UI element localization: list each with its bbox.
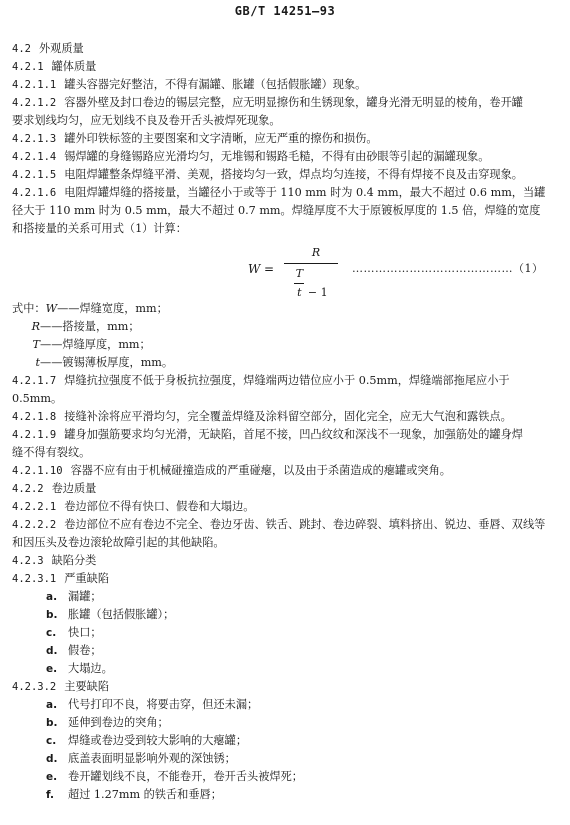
list-item: a. 代号打印不良，将要击穿，但还未漏； <box>46 698 259 711</box>
section-4-2-1: 4.2.1 罐体质量 <box>12 60 97 73</box>
list-item: f. 超过 1.27mm 的铁舌和垂唇； <box>46 788 222 801</box>
formula-den-minus: − 1 <box>307 286 328 299</box>
formula-fraction <box>284 244 338 302</box>
formula-den-bottom: t <box>297 286 302 299</box>
list-item: d. 底盖表面明显影响外观的深蚀锈； <box>46 752 236 765</box>
list-item: d. 假卷； <box>46 644 102 657</box>
clause-4-2-3-1: 4.2.3.1 严重缺陷 <box>12 572 110 585</box>
standard-code-header: GB/T 14251—93 <box>234 4 336 18</box>
list-item: a. 漏罐； <box>46 590 102 603</box>
legend-row: R——搭接量，mm； <box>31 320 140 333</box>
clause-4-2-1-6-cont2: 和搭接量的关系可用式（1）计算： <box>12 222 187 235</box>
clause-4-2-1-7: 4.2.1.7 焊缝抗拉强度不低于身板抗拉强度，焊缝端两边错位应小于 0.5mm，焊缝端部拖尾应小于 <box>12 374 510 387</box>
clause-4-2-2-2: 4.2.2.2 卷边部位不应有卷边不完全、卷边牙齿、铁舌、跳封、卷边碎裂、填料挤出、锐边、垂唇、双线等 <box>12 518 546 531</box>
clause-4-2-2-2-cont: 和因压头及卷边滚轮故障引起的其他缺陷。 <box>12 536 225 549</box>
clause-4-2-1-1: 4.2.1.1 罐头容器完好整洁，不得有漏罐、胀罐（包括假胀罐）现象。 <box>12 78 367 91</box>
list-item: c. 快口； <box>46 626 102 639</box>
legend-row: T——焊缝厚度，mm； <box>32 338 151 351</box>
clause-4-2-1-10: 4.2.1.10 容器不应有由于机械碰撞造成的严重碰瘪，以及由于杀菌造成的瘪罐或突角。 <box>12 464 451 477</box>
legend-row: 式中：W——焊缝宽度，mm； <box>12 302 168 315</box>
formula-legend <box>12 300 560 372</box>
formula-fraction-bar <box>284 263 338 264</box>
clause-4-2-1-4: 4.2.1.4 锡焊罐的身缝锡路应光滑均匀，无堆锡和锡路毛糙，不得有由砂眼等引起的漏罐现象。 <box>12 150 490 163</box>
formula-denominator <box>284 265 338 302</box>
formula-numerator: R <box>311 246 321 259</box>
clause-4-2-1-5: 4.2.1.5 电阻焊罐整条焊缝平滑、美观，搭接均匀一致，焊点均匀连接，不得有焊接不良及击穿现象。 <box>12 168 523 181</box>
clause-4-2-1-6: 4.2.1.6 电阻焊罐焊缝的搭接量，当罐径小于或等于 110 mm 时为 0.4 mm，最大不超过 0.6 mm，当罐 <box>12 186 546 199</box>
list-item: b. 胀罐（包括假胀罐）； <box>46 608 175 621</box>
document-body <box>12 40 560 804</box>
formula-equation-number: ……………………………………（1） <box>352 262 544 275</box>
section-4-2: 4.2 外观质量 <box>12 42 84 55</box>
weld-width-formula <box>12 244 560 298</box>
clause-4-2-1-2-cont: 要求划线均匀，应无划线不良及卷开舌头被焊死现象。 <box>12 114 281 127</box>
formula-lhs: W <box>248 262 261 276</box>
clause-4-2-1-8: 4.2.1.8 接缝补涂将应平滑均匀，完全覆盖焊缝及涂料留空部分，固化完全，应无大气泡和露铁点。 <box>12 410 512 423</box>
list-item: e. 卷开罐划线不良，不能卷开，卷开舌头被焊死； <box>46 770 303 783</box>
clause-4-2-2-1: 4.2.2.1 卷边部位不得有快口、假卷和大塌边。 <box>12 500 255 513</box>
list-item: e. 大塌边。 <box>46 662 113 675</box>
clause-4-2-1-2: 4.2.1.2 容器外壁及封口卷边的锡层完整，应无明显擦伤和生锈现象，罐身光滑无明显的棱角，卷开罐 <box>12 96 523 109</box>
clause-4-2-1-9: 4.2.1.9 罐身加强筋要求均匀光滑，无缺陷，首尾不接，凹凸纹纹和深浅不一现象，加强筋处的罐身焊 <box>12 428 523 441</box>
formula-equals: = <box>264 262 275 276</box>
clause-4-2-3-2: 4.2.3.2 主要缺陷 <box>12 680 110 693</box>
list-item: b. 延伸到卷边的突角； <box>46 716 169 729</box>
clause-4-2-1-6-cont1: 径大于 110 mm 时为 0.5 mm，最大不超过 0.7 mm。焊缝厚度不大于原镀板厚度的 1.5 倍，焊缝的宽度 <box>12 204 541 217</box>
list-item: c. 焊缝或卷边受到较大影响的大瘪罐； <box>46 734 248 747</box>
clause-4-2-1-3: 4.2.1.3 罐外印铁标签的主要图案和文字清晰，应无严重的擦伤和损伤。 <box>12 132 378 145</box>
section-4-2-3: 4.2.3 缺陷分类 <box>12 554 97 567</box>
clause-4-2-1-7-cont: 0.5mm。 <box>12 392 63 405</box>
clause-4-2-1-9-cont: 缝不得有裂纹。 <box>12 446 91 459</box>
section-4-2-2: 4.2.2 卷边质量 <box>12 482 97 495</box>
formula-den-top: T <box>295 267 304 280</box>
legend-row: t——镀锡薄板厚度，mm。 <box>35 356 174 369</box>
